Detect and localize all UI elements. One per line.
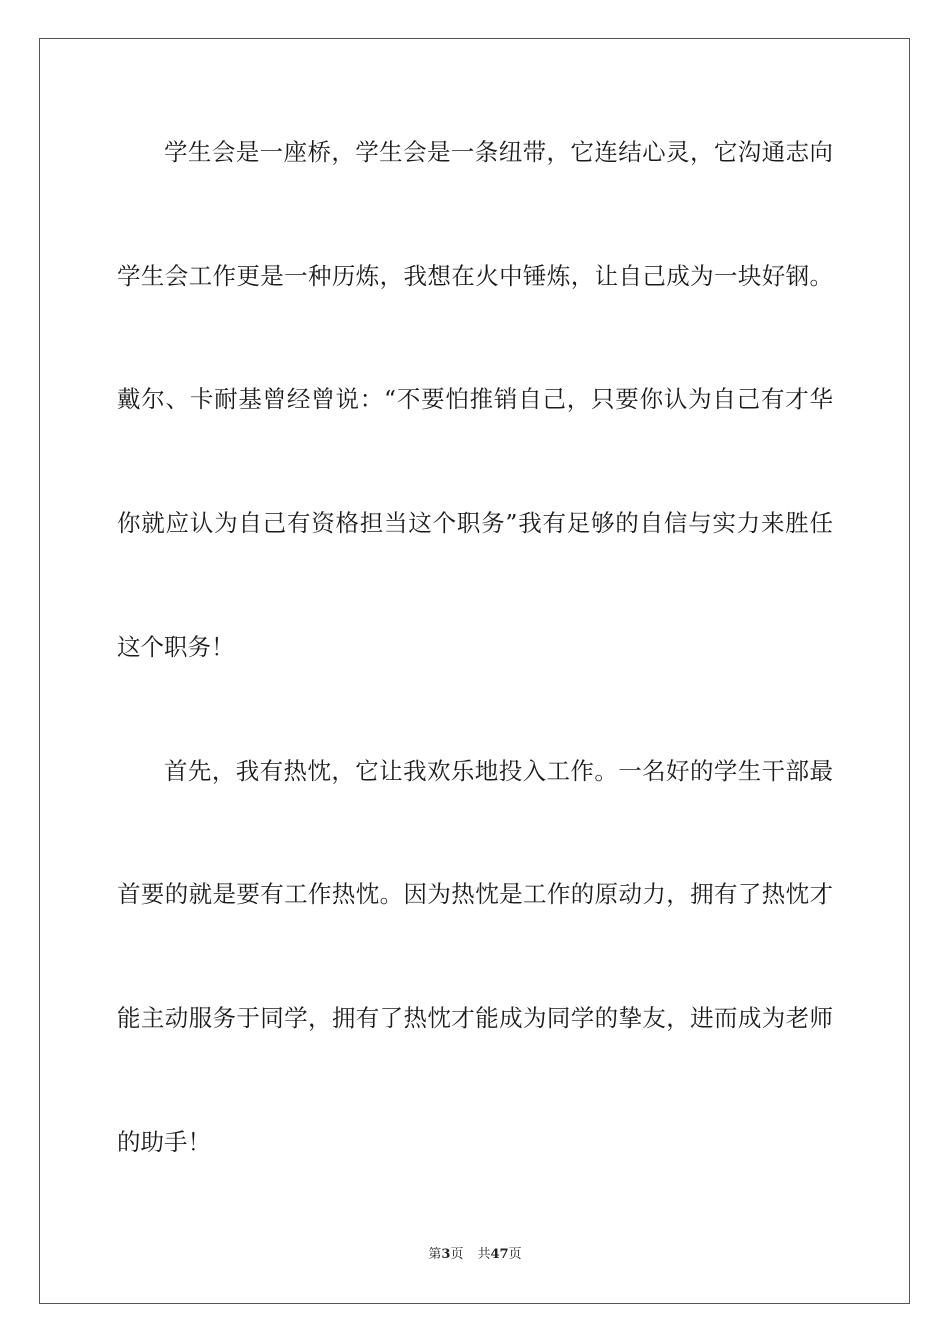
total-pages: 47: [490, 1247, 509, 1262]
paragraph-line: 学生会是一座桥，学生会是一条纽带，它连结心灵，它沟通志向: [164, 138, 833, 166]
page-suffix: 页: [450, 1247, 464, 1262]
page-footer: [0, 1246, 950, 1264]
paragraph-line: 能主动服务于同学，拥有了热忱才能成为同学的挚友，进而成为老师: [117, 1004, 833, 1032]
page-prefix: 第: [428, 1247, 442, 1262]
paragraph-line: 首要的就是要有工作热忱。因为热忱是工作的原动力，拥有了热忱才: [117, 880, 833, 908]
total-suffix: 页: [508, 1247, 522, 1262]
paragraph-line: 的助手！: [117, 1128, 211, 1156]
paragraph-line: 这个职务！: [117, 633, 235, 661]
paragraph-line: 你就应认为自己有资格担当这个职务”我有足够的自信与实力来胜任: [117, 509, 833, 537]
page-number: 3: [441, 1247, 451, 1262]
total-prefix: 共: [477, 1247, 491, 1262]
page-border: [39, 38, 910, 1304]
paragraph-line: 首先，我有热忱，它让我欢乐地投入工作。一名好的学生干部最: [164, 757, 833, 785]
paragraph-line: 学生会工作更是一种历炼，我想在火中锤炼，让自己成为一块好钢。: [117, 262, 833, 290]
paragraph-line: 戴尔、卡耐基曾经曾说：“不要怕推销自己，只要你认为自己有才华: [117, 385, 833, 413]
